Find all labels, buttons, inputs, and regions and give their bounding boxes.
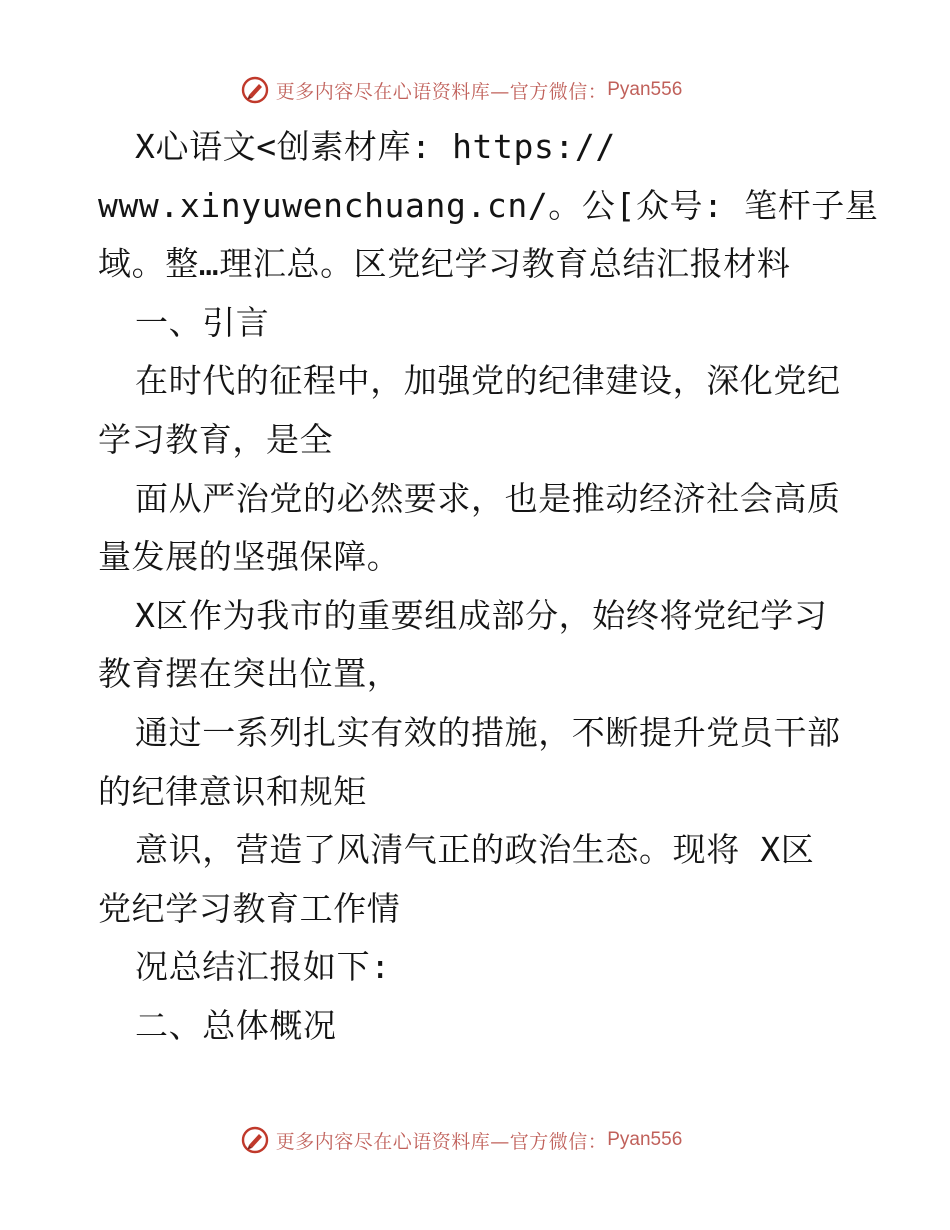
text-line: X心语文<创素材库: https:// (135, 127, 616, 166)
text-line: 党纪学习教育工作情 (98, 888, 401, 928)
text-line: 学习教育，是全 (98, 419, 334, 459)
watermark-wechat-id: Pyan556 (607, 79, 683, 100)
text-line: X区作为我市的重要组成部分，始终将党纪学习 (135, 595, 828, 635)
section-heading: 一、引言 (135, 302, 270, 342)
text-line: 意识，营造了风清气正的政治生态。现将 X区 (135, 830, 815, 870)
pen-logo-icon (240, 75, 270, 105)
text-line: 通过一系列扎实有效的措施，不断提升党员干部 (135, 712, 841, 752)
pen-logo-icon (240, 1125, 270, 1155)
section-heading: 二、总体概况 (135, 1005, 337, 1045)
text-line: 域。整…理汇总。区党纪学习教育总结汇报材料 (98, 244, 791, 284)
text-line: 面从严治党的必然要求，也是推动经济社会高质 (135, 478, 841, 518)
watermark-text: 更多内容尽在心语资料库—官方微信： (275, 1130, 608, 1153)
document-body (98, 118, 879, 1056)
text-line: 教育摆在突出位置， (98, 654, 401, 694)
watermark-wechat-id: Pyan556 (607, 1129, 683, 1150)
text-line: www.xinyuwenchuang.cn/。公[众号: 笔杆子星 (98, 185, 879, 225)
text-line: 况总结汇报如下: (135, 947, 391, 987)
text-line: 在时代的征程中，加强党的纪律建设，深化党纪 (135, 361, 841, 401)
watermark-text: 更多内容尽在心语资料库—官方微信： (275, 80, 608, 103)
text-line: 的纪律意识和规矩 (98, 771, 367, 811)
watermark-header (0, 70, 950, 110)
watermark-footer (0, 1120, 950, 1160)
text-line: 量发展的坚强保障。 (98, 537, 401, 577)
